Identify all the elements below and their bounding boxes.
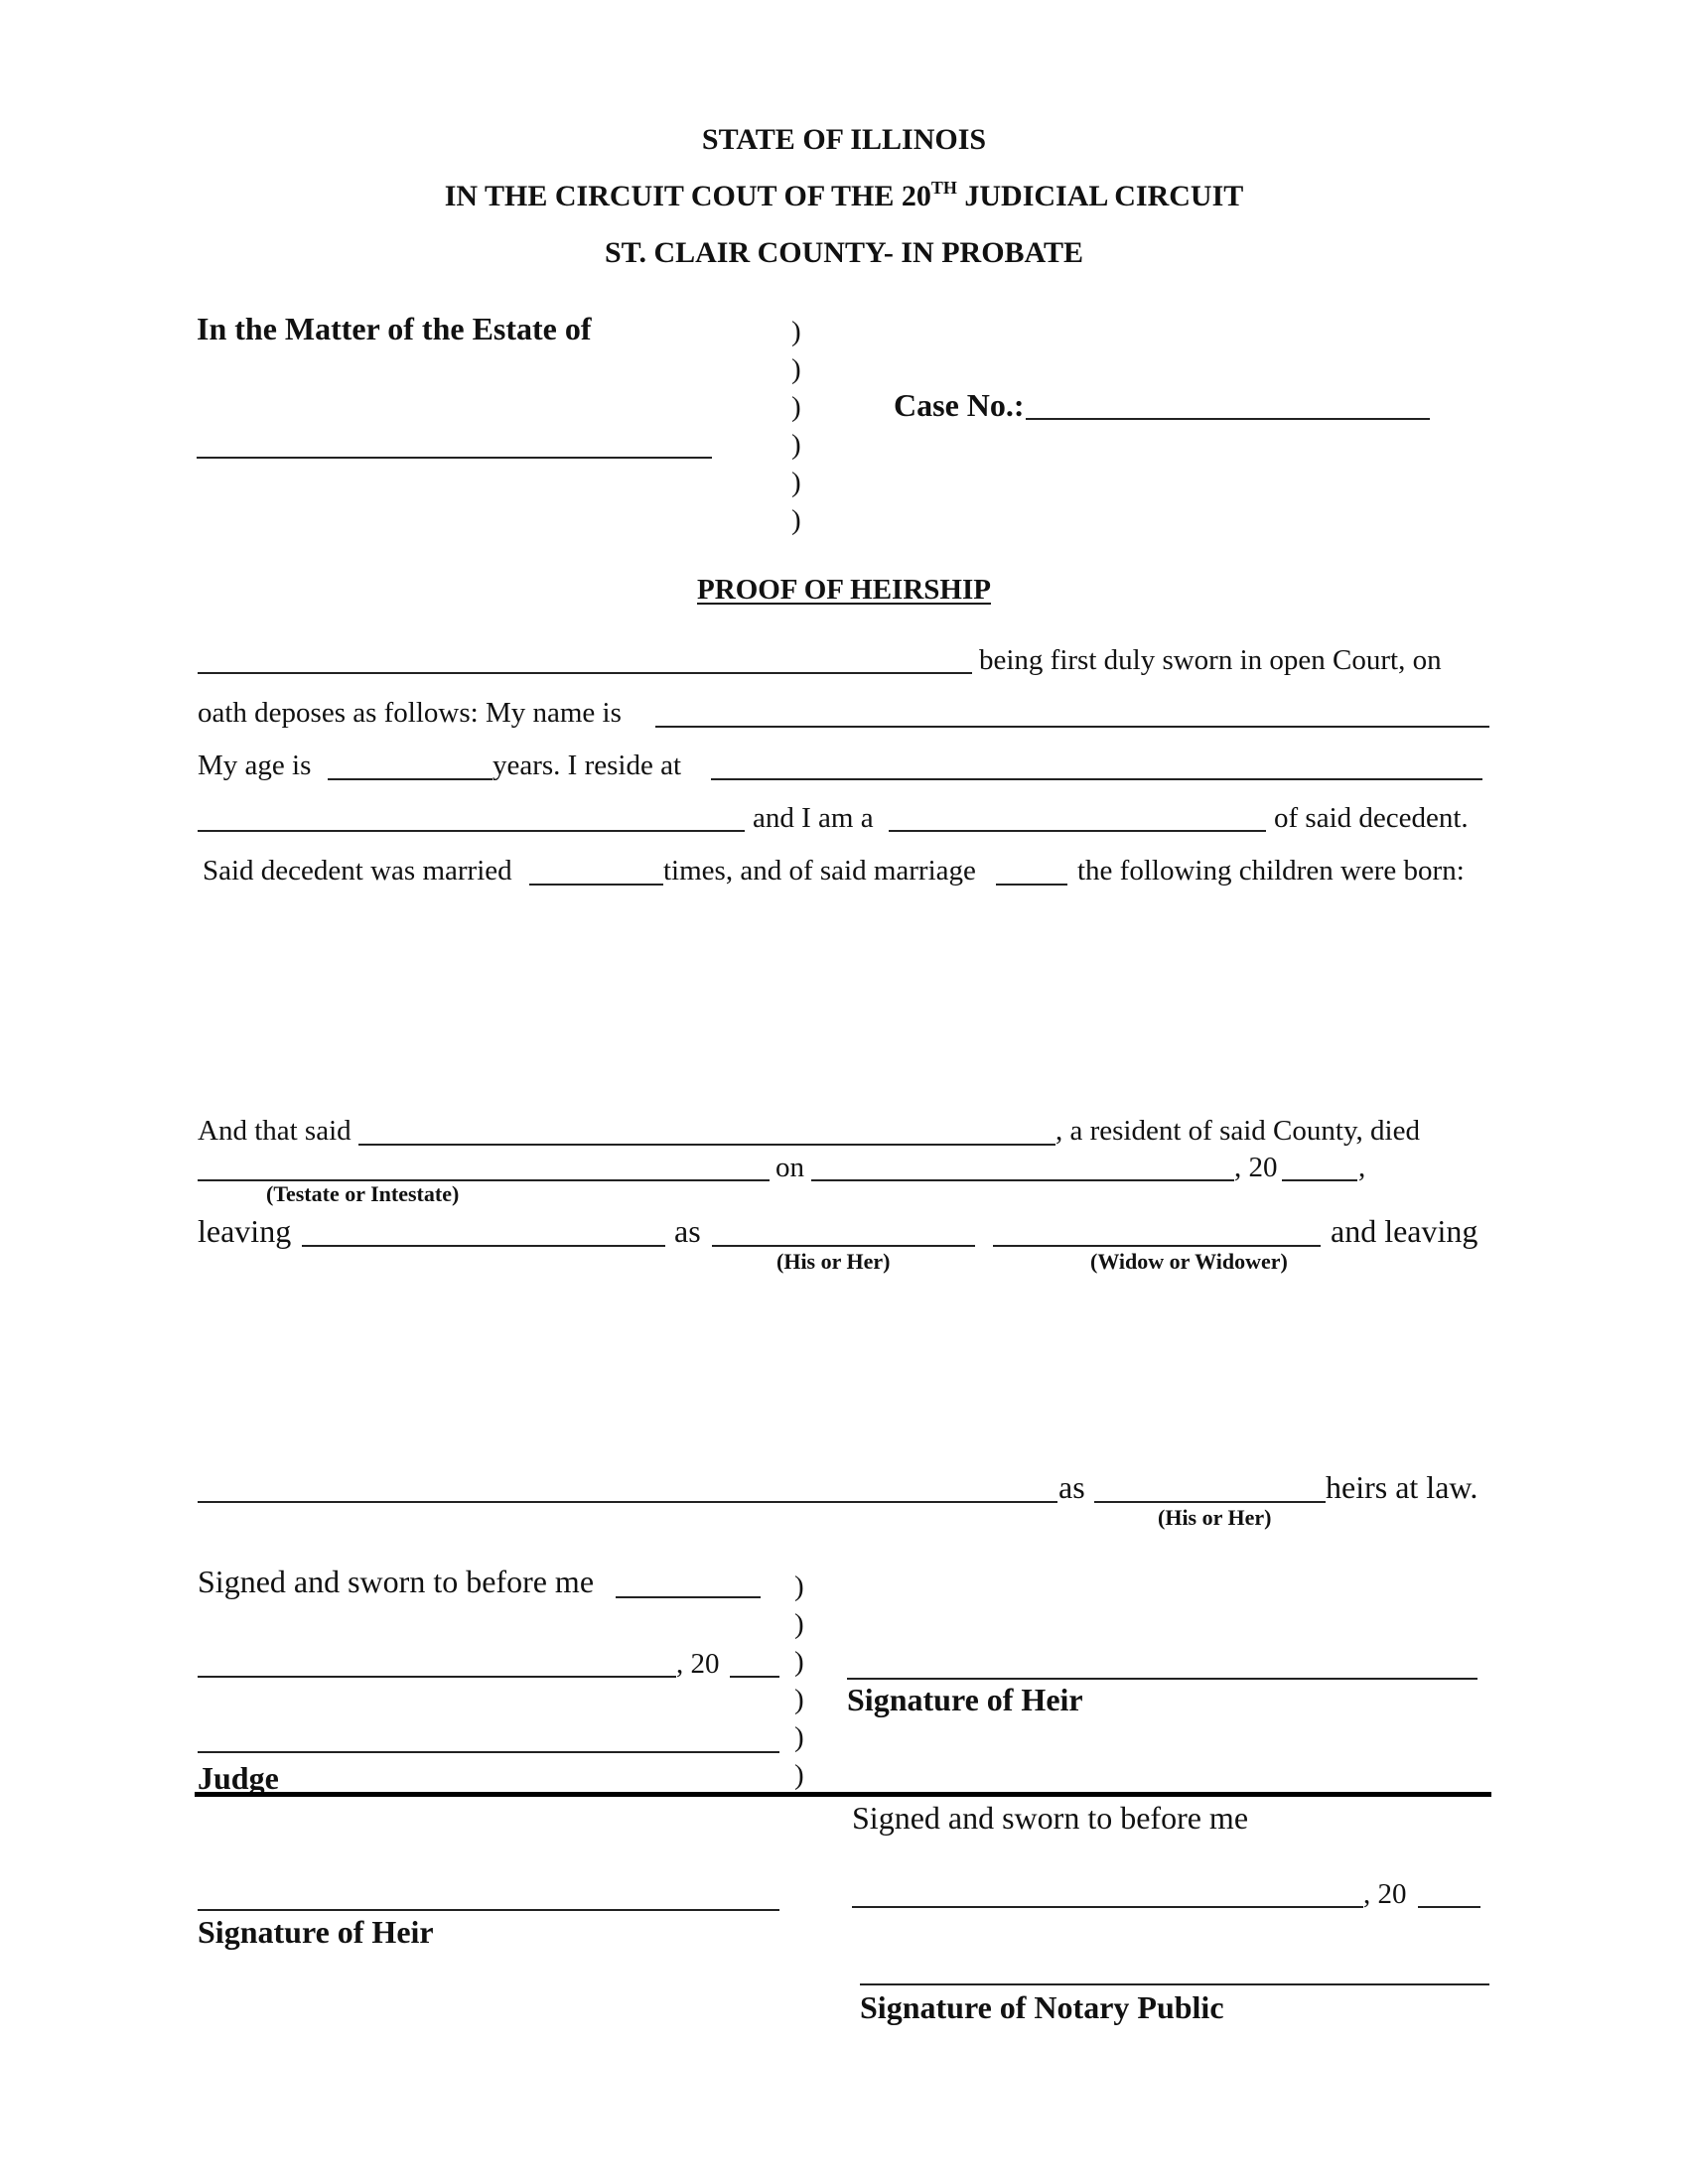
- sig-paren: ): [794, 1684, 804, 1715]
- relation-text: and I am a: [753, 802, 874, 834]
- caption-paren: ): [791, 504, 801, 536]
- notary-signature-field[interactable]: [860, 1983, 1489, 1985]
- and-leaving-text: and leaving: [1331, 1213, 1478, 1249]
- on-text: on: [775, 1152, 804, 1183]
- case-number-field[interactable]: [1026, 418, 1430, 420]
- notary-date-field[interactable]: [852, 1906, 1363, 1908]
- residence-cont-field[interactable]: [198, 830, 745, 832]
- his-her-hint: (His or Her): [776, 1249, 891, 1274]
- sig-paren: ): [794, 1646, 804, 1678]
- married-text: Said decedent was married: [203, 855, 512, 887]
- age-field[interactable]: [328, 778, 492, 780]
- sworn-year-field[interactable]: [730, 1676, 779, 1678]
- comma-text: ,: [1358, 1152, 1366, 1183]
- children-text: the following children were born:: [1077, 855, 1465, 887]
- caption-paren: ): [791, 316, 801, 347]
- document-title-text: PROOF OF HEIRSHIP: [697, 574, 991, 606]
- widow-hint: (Widow or Widower): [1090, 1249, 1288, 1274]
- of-decedent-text: of said decedent.: [1274, 802, 1469, 834]
- header-court: [0, 180, 1688, 213]
- sig-paren: ): [794, 1570, 804, 1602]
- his-her-field[interactable]: [712, 1245, 975, 1247]
- matter-label: In the Matter of the Estate of: [197, 311, 592, 346]
- residence-field[interactable]: [711, 778, 1482, 780]
- death-year-field[interactable]: [1282, 1179, 1357, 1181]
- death-date-field[interactable]: [811, 1179, 1234, 1181]
- relationship-field[interactable]: [889, 830, 1266, 832]
- header-court-post: JUDICIAL CIRCUIT: [956, 180, 1244, 212]
- sig-paren: ): [794, 1759, 804, 1791]
- heirs-names-field[interactable]: [198, 1501, 1057, 1503]
- reside-text: years. I reside at: [492, 750, 682, 781]
- sworn-day-field[interactable]: [616, 1596, 761, 1598]
- affiant-name-field[interactable]: [198, 672, 972, 674]
- header-court-pre: IN THE CIRCUIT COUT OF THE 20: [444, 180, 931, 212]
- widow-widower-field[interactable]: [993, 1245, 1321, 1247]
- sworn-date-field[interactable]: [198, 1676, 676, 1678]
- signed-sworn-text-2: Signed and sworn to before me: [852, 1800, 1249, 1836]
- caption-paren: ): [791, 429, 801, 461]
- testate-hint: (Testate or Intestate): [266, 1181, 460, 1206]
- signed-sworn-text: Signed and sworn to before me: [198, 1564, 595, 1599]
- spouse-name-field[interactable]: [302, 1245, 665, 1247]
- heir-signature-label-2: Signature of Heir: [198, 1914, 434, 1950]
- leaving-text: leaving: [198, 1213, 292, 1249]
- caption-paren: ): [791, 391, 801, 423]
- estate-name-field[interactable]: [197, 457, 712, 459]
- sig-paren: ): [794, 1608, 804, 1640]
- header-county: ST. CLAIR COUNTY- IN PROBATE: [604, 236, 1084, 269]
- heir-signature-field-1[interactable]: [847, 1678, 1477, 1680]
- sworn-text: being first duly sworn in open Court, on: [979, 644, 1442, 676]
- comma-20-notary: , 20: [1363, 1878, 1407, 1910]
- caption-paren: ): [791, 353, 801, 385]
- and-that-said-text: And that said: [198, 1115, 352, 1147]
- as-text-2: as: [1058, 1469, 1085, 1505]
- his-her-field-2[interactable]: [1094, 1501, 1326, 1503]
- section-divider: [195, 1792, 1491, 1797]
- header-state: STATE OF ILLINOIS: [701, 123, 987, 156]
- notary-signature-label: Signature of Notary Public: [860, 1989, 1224, 2025]
- header-court-sup: TH: [930, 178, 957, 198]
- my-name-field[interactable]: [655, 726, 1489, 728]
- name-text: oath deposes as follows: My name is: [198, 697, 622, 729]
- case-number-label: Case No.:: [894, 387, 1025, 423]
- judge-label: Judge: [198, 1760, 279, 1796]
- sig-paren: ): [794, 1721, 804, 1753]
- heir-signature-label-1: Signature of Heir: [847, 1682, 1083, 1717]
- married-times-field[interactable]: [529, 884, 663, 886]
- comma-20-text: , 20: [1234, 1152, 1278, 1183]
- marriage-text: times, and of said marriage: [663, 855, 976, 887]
- his-her-hint-2: (His or Her): [1158, 1505, 1272, 1530]
- document-title: [0, 576, 1688, 605]
- resident-text: , a resident of said County, died: [1055, 1115, 1420, 1147]
- age-text: My age is: [198, 750, 312, 781]
- comma-20-judge: , 20: [676, 1648, 720, 1680]
- judge-signature-field[interactable]: [198, 1751, 779, 1753]
- caption-paren: ): [791, 467, 801, 498]
- notary-year-field[interactable]: [1418, 1906, 1480, 1908]
- marriage-number-field[interactable]: [996, 884, 1067, 886]
- heirs-at-law-text: heirs at law.: [1326, 1469, 1478, 1505]
- heir-signature-field-2[interactable]: [198, 1909, 779, 1911]
- as-text: as: [674, 1213, 701, 1249]
- decedent-name-field[interactable]: [358, 1144, 1055, 1146]
